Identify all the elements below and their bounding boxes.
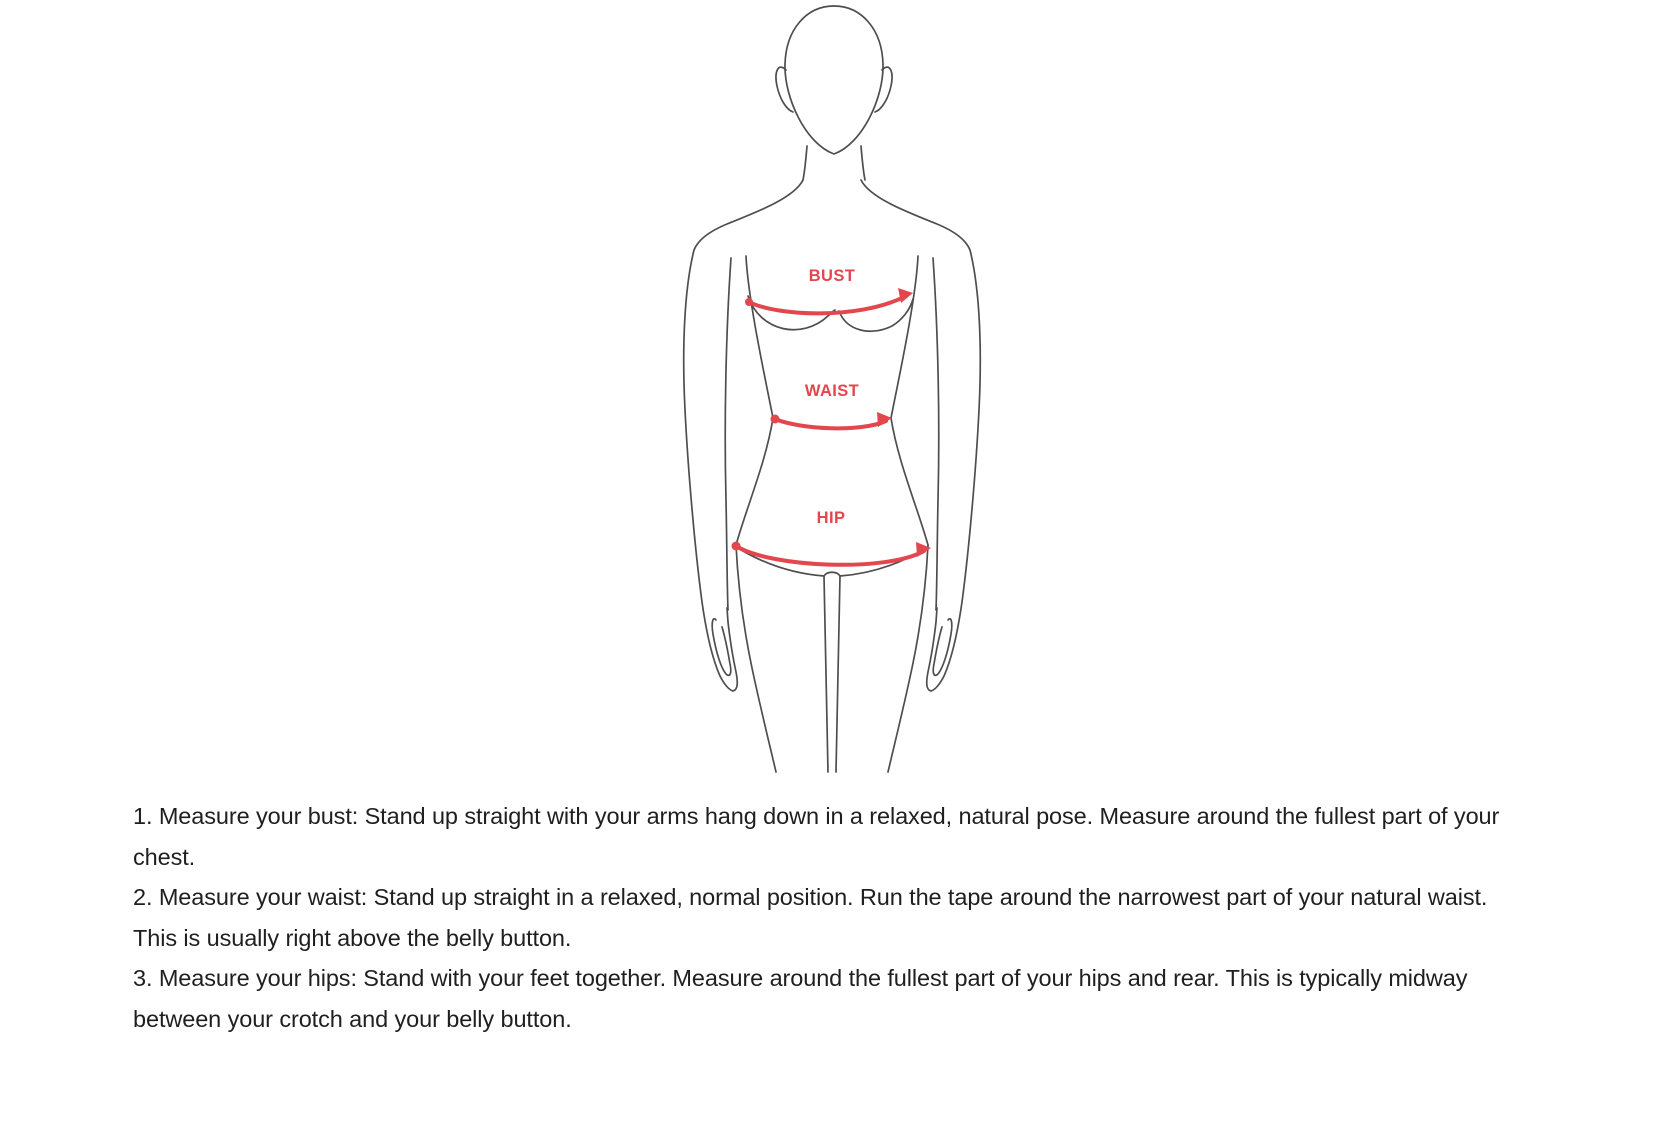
- hip-measure-line: [732, 509, 932, 565]
- waist-arrowhead-icon: [877, 412, 892, 427]
- head-outline: [785, 6, 883, 154]
- instruction-item-hips: 3. Measure your hips: Stand with your feet together. Measure around the fullest part of your hips and rear. This is typically midway between your crotch and your belly button.: [133, 965, 1468, 1032]
- left-outer-thigh: [736, 545, 776, 772]
- right-inner-arm: [933, 258, 939, 610]
- right-inner-leg: [836, 576, 840, 772]
- instruction-item-bust: 1. Measure your bust: Stand up straight with your arms hang down in a relaxed, natural pose. Measure around the fullest part of your chest.: [133, 803, 1500, 870]
- waist-measure-line: [771, 382, 893, 428]
- neck-left: [803, 146, 807, 180]
- hip-arrowhead-icon: [916, 542, 931, 557]
- waist-tape: [775, 419, 886, 428]
- crotch-arc: [824, 572, 840, 576]
- left-inner-leg: [824, 576, 828, 772]
- bust-label: BUST: [808, 267, 856, 285]
- waist-label: WAIST: [804, 382, 860, 400]
- neck-right: [861, 146, 865, 180]
- body-measurement-diagram: [632, 0, 1032, 780]
- right-outer-thigh: [888, 545, 928, 772]
- bust-measure-line: [745, 267, 913, 313]
- mannequin-figure: [632, 0, 1032, 780]
- hip-label: HIP: [816, 509, 846, 527]
- torso-left: [736, 256, 773, 545]
- bust-tape: [749, 297, 904, 313]
- bust-curve-right: [839, 299, 913, 331]
- left-inner-arm: [725, 258, 731, 610]
- instruction-item-waist: 2. Measure your waist: Stand up straight in a relaxed, normal position. Run the tape around the narrowest part of your natural waist. This is usually right above the belly button.: [133, 884, 1488, 951]
- measurement-instructions: [133, 796, 1533, 1040]
